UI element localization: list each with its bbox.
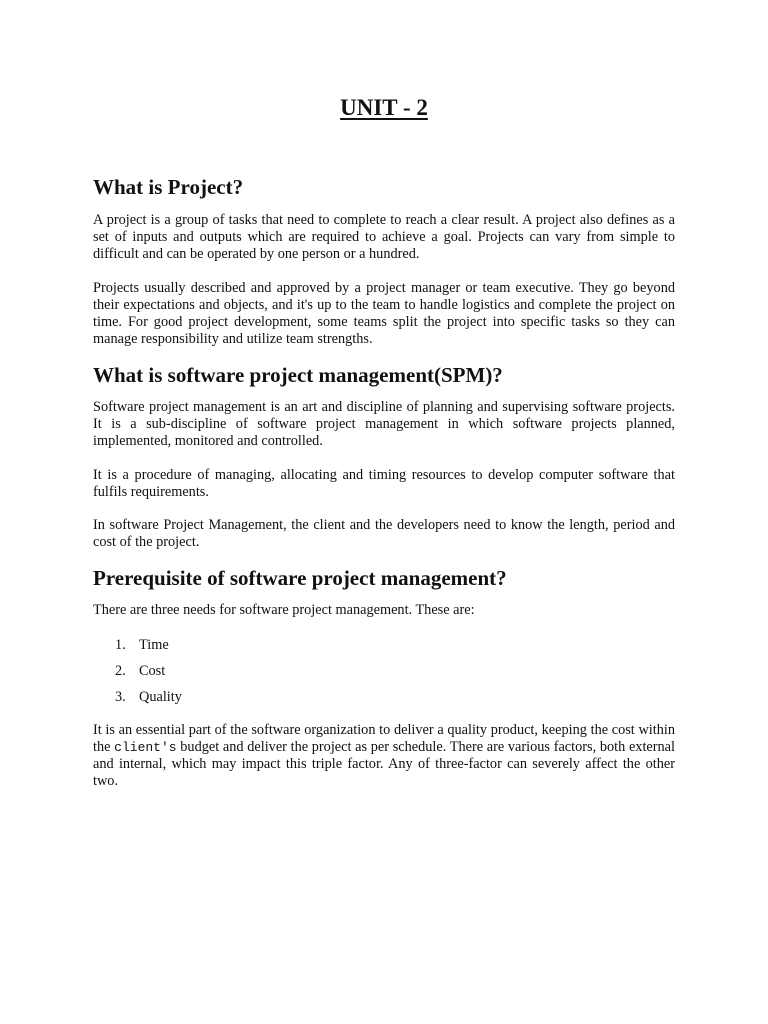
paragraph-spm-procedure: It is a procedure of managing, allocating and timing resources to develop computer software that fulfils requirements. [93, 467, 675, 500]
list-item [115, 637, 675, 663]
paragraph-three-needs: There are three needs for software project management. These are: [93, 602, 475, 618]
list-item-label: Time [139, 637, 169, 653]
paragraph-project-definition: A project is a group of tasks that need to complete to reach a clear result. A project also defines as a set of inputs and outputs which are required to achieve a goal. Projects can vary from simple to difficult and can be operated by one person or a hundred. [93, 212, 675, 262]
list-item [115, 663, 675, 689]
heading-what-is-spm: What is software project management(SPM)? [93, 363, 503, 387]
list-item-label: Cost [139, 663, 166, 679]
list-item-number: 1. [115, 637, 126, 653]
paragraph-triple-factor-start: It is an essential part of the software organization to deliver a quality product, keeping the cost within the [93, 722, 675, 755]
list-item [115, 689, 675, 715]
unit-title: UNIT - 2 [340, 95, 428, 120]
list-item-number: 2. [115, 663, 126, 679]
needs-list [93, 637, 675, 715]
paragraph-project-approval: Projects usually described and approved by a project manager or team executive. They go beyond their expectations and objects, and it's up to the team to handle logistics and complete the project on time. For good project development, some teams split the project into specific tasks so they can manage responsibility and utilize team strengths. [93, 280, 675, 347]
list-item-label: Quality [139, 689, 182, 705]
paragraph-triple-factor [93, 722, 675, 790]
paragraph-triple-factor-end: budget and deliver the project as per schedule. There are various factors, both external and internal, which may impact this triple factor. Any of three-factor can severely affect the other two. [93, 739, 676, 789]
heading-what-is-project: What is Project? [93, 175, 244, 199]
paragraph-spm-client: In software Project Management, the client and the developers need to know the length, period and cost of the project. [93, 517, 675, 550]
document-content [93, 94, 675, 790]
heading-prerequisite-spm: Prerequisite of software project management? [93, 566, 507, 590]
list-item-number: 3. [115, 689, 126, 705]
paragraph-spm-definition: Software project management is an art and discipline of planning and supervising software projects. It is a sub-discipline of software project management in which software projects planned, implemented, monitored and controlled. [93, 399, 675, 449]
paragraph-triple-factor-client: client's [114, 740, 177, 755]
